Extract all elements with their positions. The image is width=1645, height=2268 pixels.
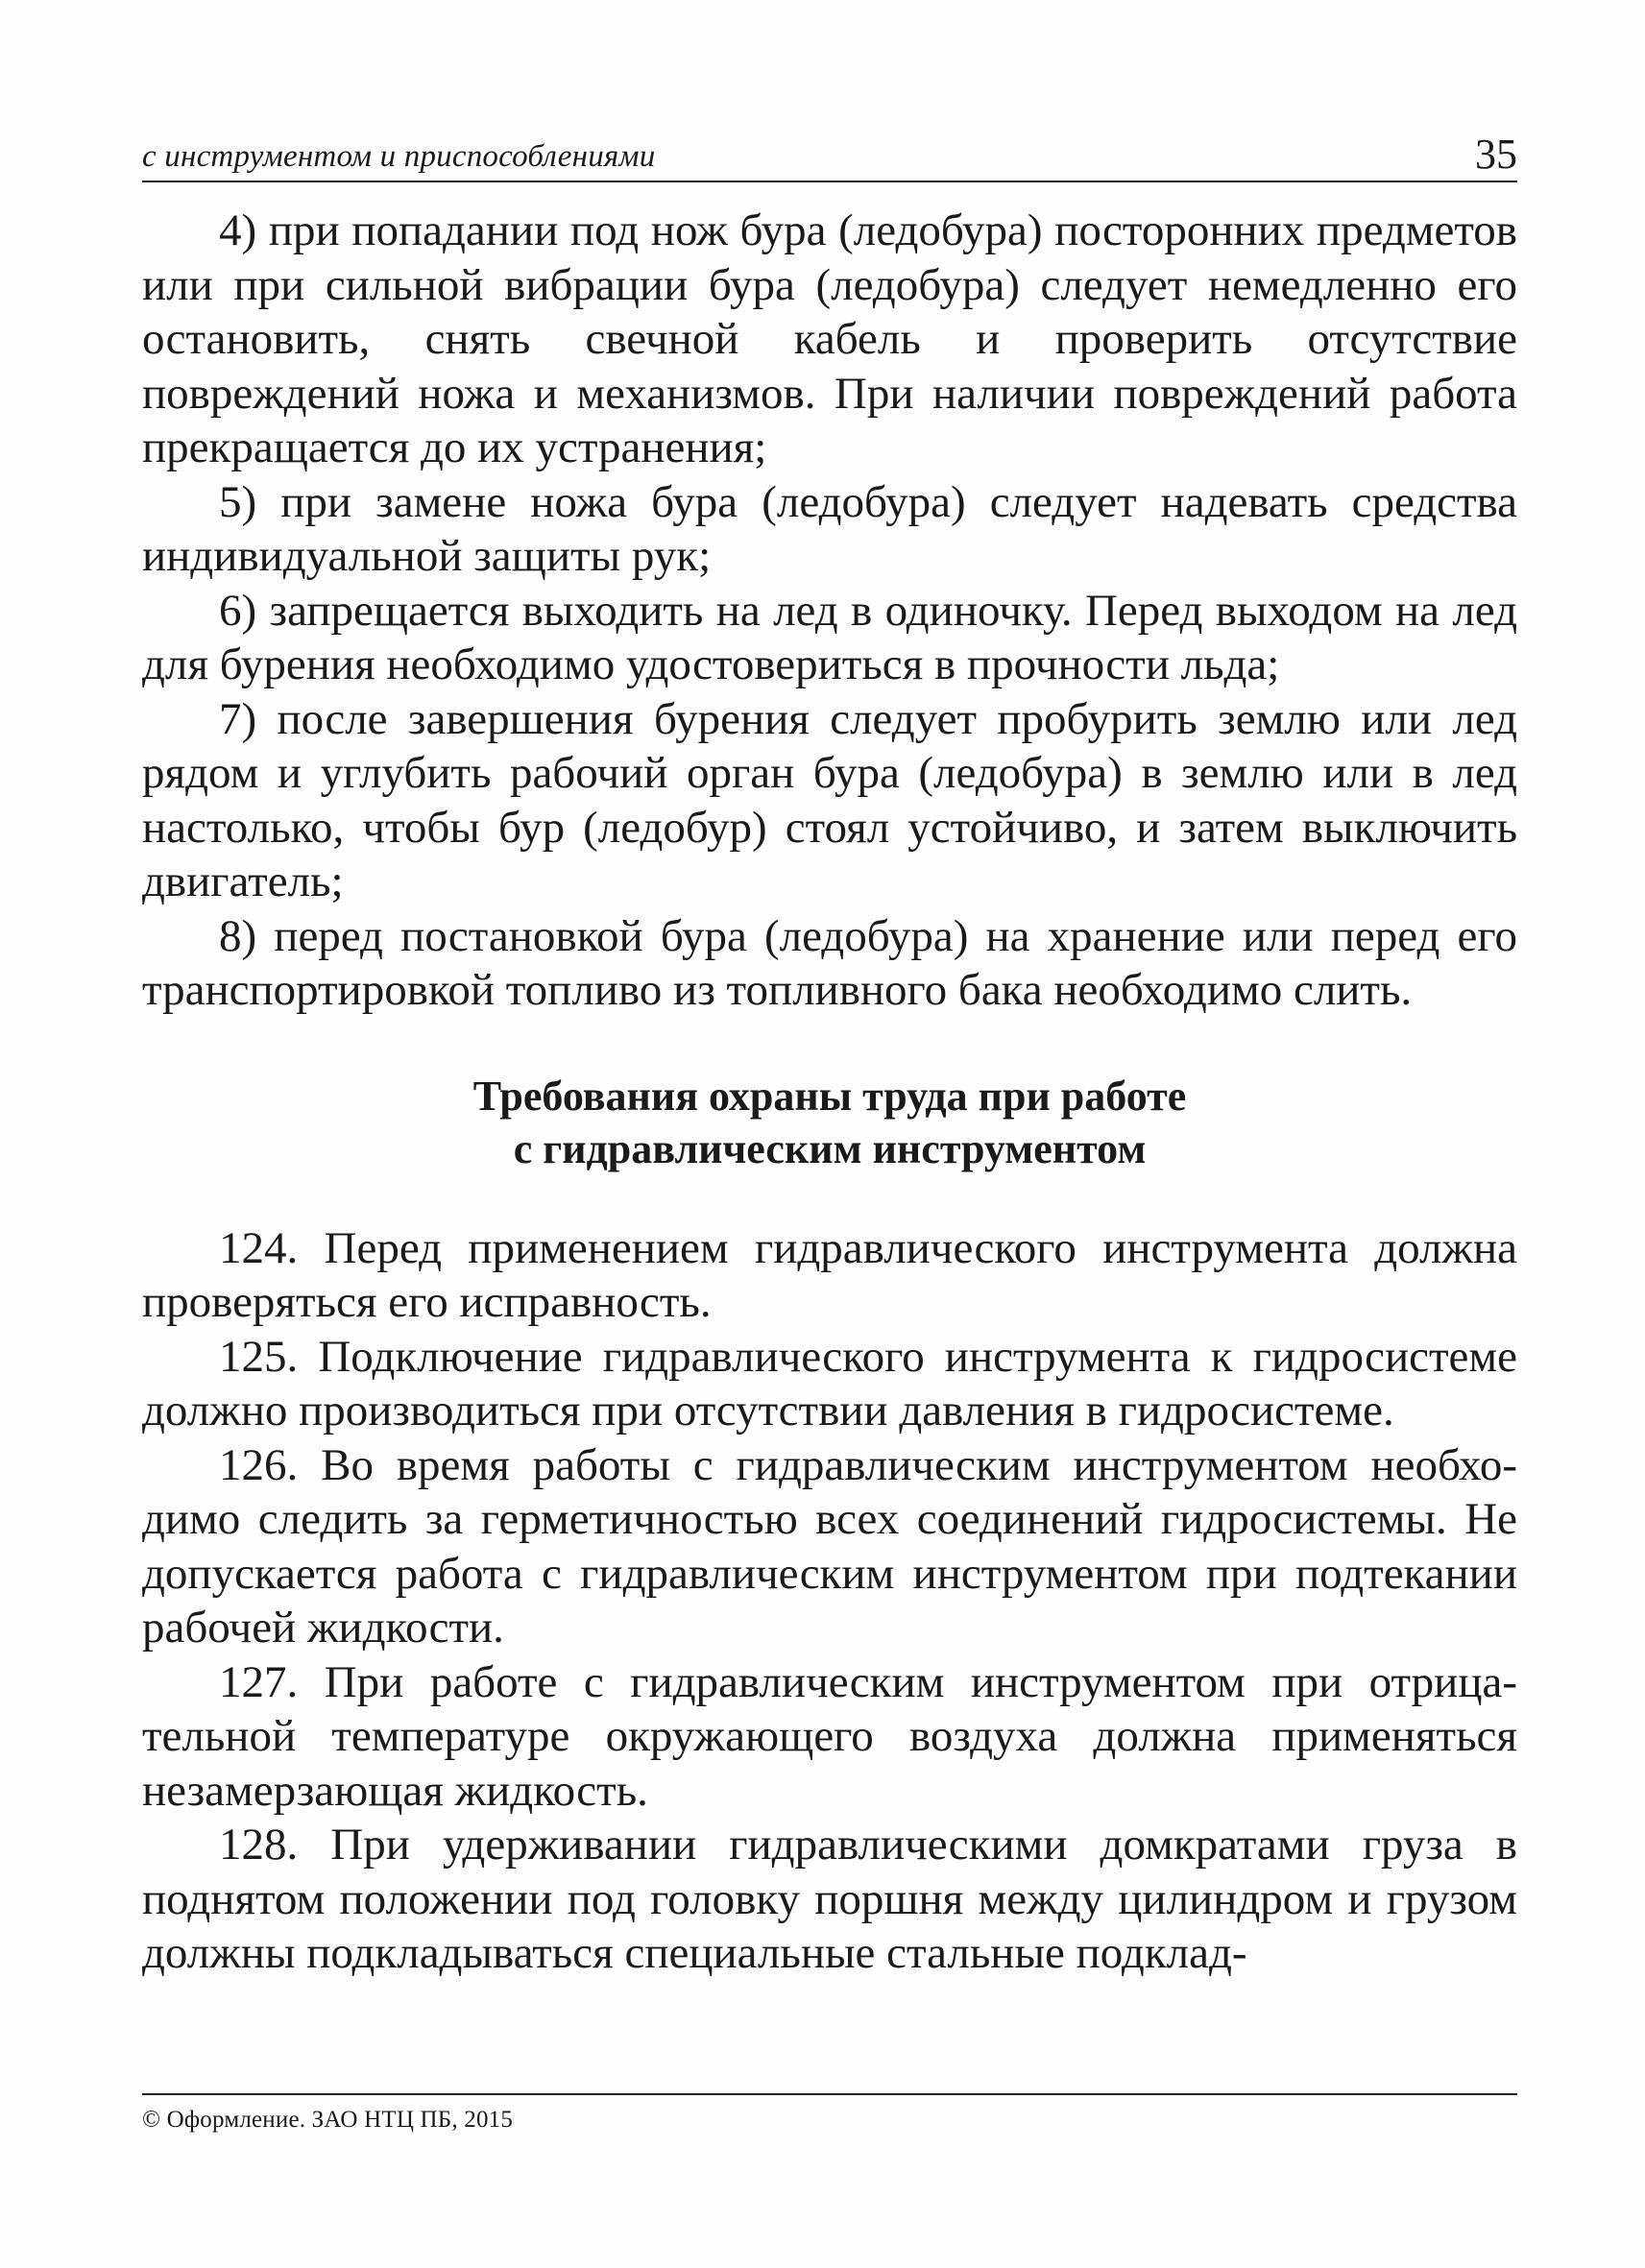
- page-number: 35: [1475, 131, 1517, 178]
- section-heading-line-1: Требования охраны труда при работе: [472, 1072, 1187, 1120]
- copyright-notice: © Оформление. ЗАО НТЦ ПБ, 2015: [142, 2107, 514, 2133]
- list-item-5: 5) при замене ножа бура (ледобура) следует надевать средства индивидуальной защиты рук;: [142, 476, 1517, 581]
- paragraph-125: 125. Подключение гидравлического инструмента к гидросистеме должно производиться при отсутствии давления в гидросистеме.: [142, 1331, 1517, 1436]
- list-item-6: 6) запрещается выходить на лед в одиночку. Перед выходом на лед для бурения необходимо удостовериться в прочности льда;: [142, 585, 1517, 689]
- paragraph-124: 124. Перед применением гидравлического инструмента должна проверяться его исправность.: [142, 1222, 1517, 1327]
- paragraph-126: 126. Во время работы с гидравлическим инструментом необходимо следить за герметичностью всех соединений гидросистемы. Не допускается работа с гидравлическим инструментом при подтекании рабочей жидкости.: [142, 1439, 1517, 1653]
- list-item-7: 7) после завершения бурения следует пробурить землю или лед рядом и углубить рабочий орган бура (ледобура) в землю или в лед настолько, чтобы бур (ледобур) стоял устойчиво, и затем выключить двигатель;: [142, 693, 1517, 906]
- page-footer: [142, 2093, 1517, 2134]
- page-body: [142, 204, 1517, 1981]
- section-heading: [142, 1070, 1517, 1175]
- section-heading-line-2: с гидравлическим инструментом: [513, 1124, 1147, 1172]
- running-title: с инструментом и приспособлениями: [142, 139, 656, 174]
- paragraph-128: 128. При удерживании гидравлическими домкратами груза в поднятом положении под головку поршня между цилиндром и грузом должны подкладываться специальные стальные подклад-: [142, 1820, 1517, 1978]
- running-header: [142, 123, 1517, 182]
- list-item-8: 8) перед постановкой бура (ледобура) на хранение или перед его транспортировкой топливо из топливного бака необходимо слить.: [142, 910, 1517, 1015]
- list-item-4: 4) при попадании под нож бура (ледобура) посторонних предметов или при сильной вибрации бура (ледобура) следует немедленно его остановить, снять свечной кабель и проверить отсутствие повреждений ножа и механизмов. При наличии повреждений работа прекращается до их устранения;: [142, 205, 1517, 472]
- paragraph-127: 127. При работе с гидравлическим инструментом при отрицательной температуре окружающего воздуха должна применяться незамерзающая жидкость.: [142, 1656, 1517, 1816]
